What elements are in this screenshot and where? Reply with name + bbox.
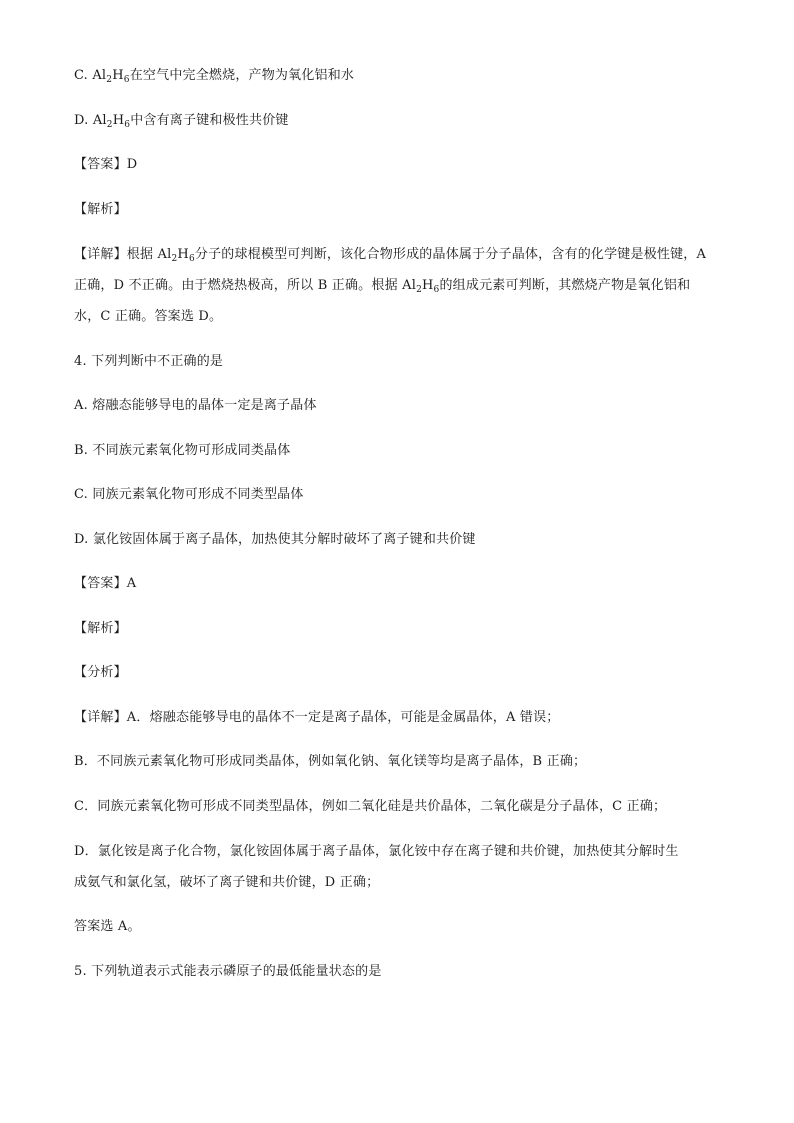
q4-option-c: C. 同族元素氧化物可形成不同类型晶体 bbox=[74, 487, 304, 502]
q3-analysis-label: 【解析】 bbox=[74, 202, 127, 217]
q3-detail-line-2 bbox=[74, 276, 690, 296]
q4-detail-line-5: 成氨气和氯化氢，破坏了离子键和共价键，D 正确； bbox=[74, 875, 380, 890]
subscript: 6 bbox=[433, 285, 440, 295]
detail-text: 正确，D 不正确。由于燃烧热极高，所以 B 正确。根据 Al bbox=[74, 278, 417, 293]
option-text: 在空气中完全燃烧，产物为氧化铝和水 bbox=[129, 68, 355, 83]
subscript: 2 bbox=[106, 120, 113, 130]
formula-mid: H bbox=[177, 247, 189, 262]
q4-analysis-label: 【解析】 bbox=[74, 621, 127, 636]
q4-stem: 4. 下列判断中不正确的是 bbox=[74, 354, 224, 369]
q4-detail-line-3: C．同族元素氧化物可形成不同类型晶体，例如二氧化硅是共价晶体，二氧化碳是分子晶体，C 正确； bbox=[74, 799, 667, 814]
q3-option-c bbox=[74, 66, 354, 86]
q3-answer: 【答案】D bbox=[74, 157, 138, 172]
q4-detail-line-2: B．不同族元素氧化物可形成同类晶体，例如氧化钠、氧化镁等均是离子晶体，B 正确； bbox=[74, 754, 587, 769]
subscript: 2 bbox=[416, 285, 422, 295]
subscript: 2 bbox=[171, 254, 178, 264]
subscript: 6 bbox=[188, 254, 195, 264]
q4-detail-line-4: D．氯化铵是离子化合物，氯化铵固体属于离子晶体，氯化铵中存在离子键和共价键，加热使其分解时生 bbox=[74, 844, 679, 859]
detail-text: 【详解】根据 Al bbox=[74, 247, 172, 262]
formula-prefix: D. Al bbox=[74, 113, 107, 128]
subscript: 6 bbox=[124, 120, 131, 130]
q5-stem: 5. 下列轨道表示式能表示磷原子的最低能量状态的是 bbox=[74, 964, 382, 979]
q4-fenxi-label: 【分析】 bbox=[74, 665, 127, 680]
q3-option-d bbox=[74, 111, 289, 131]
formula-mid: H bbox=[112, 113, 125, 128]
formula-prefix: C. Al bbox=[74, 68, 107, 83]
detail-text: 的组成元素可判断，其燃烧产物是氧化铝和 bbox=[439, 278, 691, 293]
q4-conclusion: 答案选 A。 bbox=[74, 919, 141, 934]
formula-mid: H bbox=[112, 68, 124, 83]
q4-option-d: D. 氯化铵固体属于离子晶体，加热使其分解时破坏了离子键和共价键 bbox=[74, 532, 476, 547]
detail-text: 分子的球棍模型可判断，该化合物形成的晶体属于分子晶体，含有的化学键是极性键，A bbox=[194, 247, 707, 262]
q4-answer: 【答案】A bbox=[74, 576, 137, 591]
formula-mid: H bbox=[422, 278, 434, 293]
q3-detail-line-1 bbox=[74, 245, 706, 265]
q4-option-b: B. 不同族元素氧化物可形成同类晶体 bbox=[74, 443, 291, 458]
subscript: 2 bbox=[106, 75, 113, 85]
q4-detail-line-1: 【详解】A．熔融态能够导电的晶体不一定是离子晶体，可能是金属晶体，A 错误； bbox=[74, 710, 560, 725]
q3-detail-line-3: 水，C 正确。答案选 D。 bbox=[74, 309, 223, 324]
subscript: 6 bbox=[123, 75, 130, 85]
option-text: 中含有离子键和极性共价键 bbox=[130, 113, 289, 128]
q4-option-a: A. 熔融态能够导电的晶体一定是离子晶体 bbox=[74, 398, 317, 413]
